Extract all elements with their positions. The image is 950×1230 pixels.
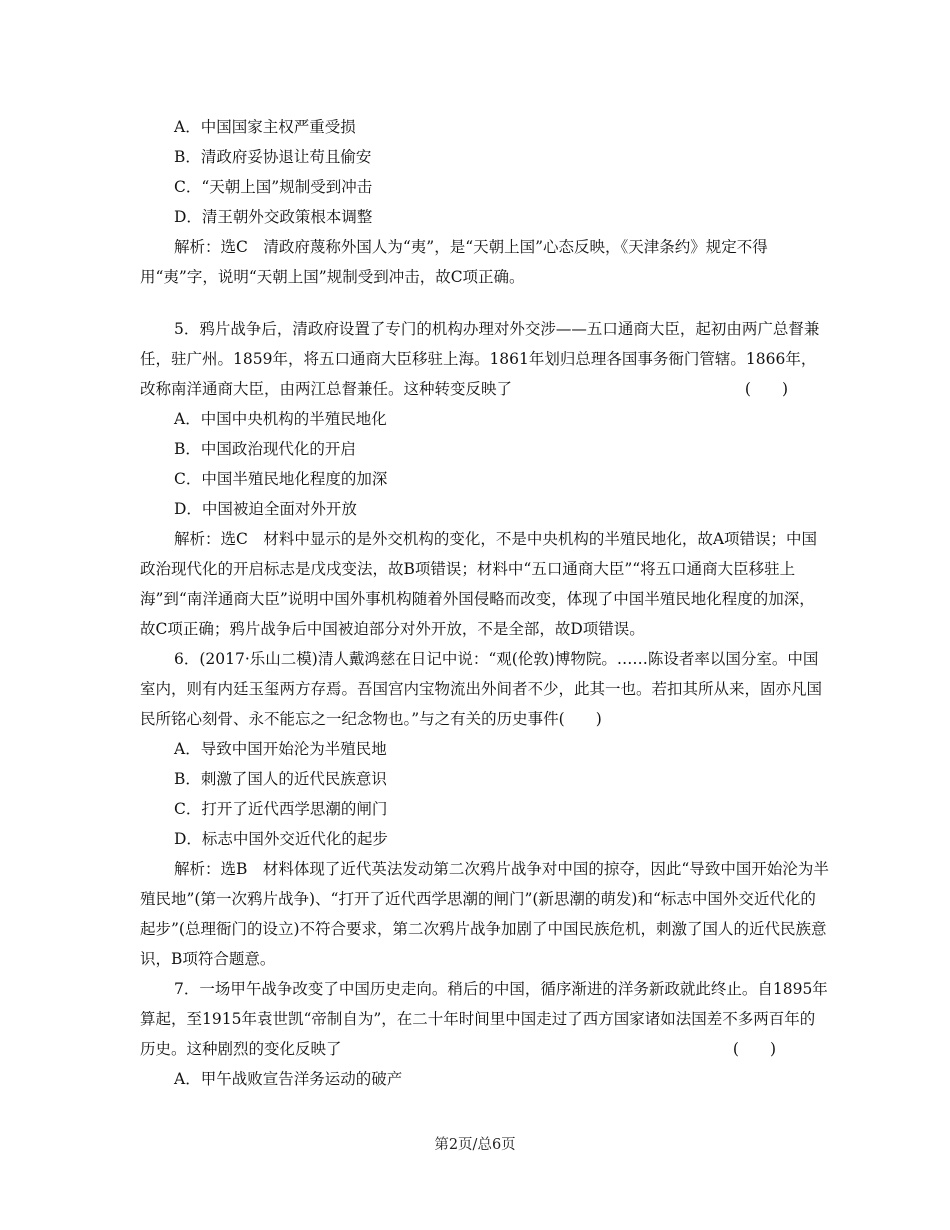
q5-option-d: D．中国被迫全面对外开放 (174, 500, 357, 518)
q5-option-c: C．中国半殖民地化程度的加深 (174, 470, 388, 488)
q4-option-a: A．中国国家主权严重受损 (174, 118, 356, 136)
q4-analysis: 解析：选C 清政府蔑称外国人为“夷”，是“天朝上国”心态反映，《天津条约》规定不得用“夷”字，说明“天朝上国”规制受到冲击，故C项正确。 (140, 238, 768, 286)
q5-option-b: B．中国政治现代化的开启 (174, 440, 356, 458)
q6-analysis: 解析：选B 材料体现了近代英法发动第二次鸦片战争对中国的掠夺，因此“导致中国开始沦为半殖民地”(第一次鸦片战争)、“打开了近代西学思潮的闸门”(新思潮的萌发)和“标志中国外交近代化的起步”(总理衙门的设立)不符合要求，第二次鸦片战争加剧了中国民族危机，刺激了国人的近代民族意识，B项符合题意。 (140, 860, 829, 968)
q6-option-c: C．打开了近代西学思潮的闸门 (174, 800, 388, 818)
q4-option-d: D．清王朝外交政策根本调整 (174, 208, 373, 226)
q6-option-d: D．标志中国外交近代化的起步 (174, 830, 388, 848)
q6-stem: 6．(2017·乐山二模)清人戴鸿慈在日记中说：“观(伦敦)博物院。……陈设者率以国分室。中国室内，则有内廷玉玺两方存焉。吾国宫内宝物流出外间者不少，此其一也。若扣其所从来，固亦凡国民所铭心刻骨、永不能忘之一纪念物也。”与之有关的历史事件( ) (140, 650, 823, 728)
q5-option-a: A．中国中央机构的半殖民地化 (174, 410, 387, 428)
spacer (140, 292, 830, 314)
q4-option-c: C．“天朝上国”规制受到冲击 (174, 178, 373, 196)
q7-option-a: A．甲午战败宣告洋务运动的破产 (174, 1070, 403, 1088)
q5-answer-paren: ( ) (744, 380, 788, 398)
q7-answer-paren: ( ) (732, 1040, 776, 1058)
q5-stem-text: 5．鸦片战争后，清政府设置了专门的机构办理对外交涉——五口通商大臣，起初由两广总督兼任，驻广州。1859年，将五口通商大臣移驻上海。1861年划归总理各国事务衙门管辖。1866年，改称南洋通商大臣，由两江总督兼任。这种转变反映了 (140, 320, 820, 398)
q7-stem (140, 974, 830, 1064)
q6-option-a: A．导致中国开始沦为半殖民地 (174, 740, 387, 758)
q6-option-b: B．刺激了国人的近代民族意识 (174, 770, 387, 788)
page-footer: 第2页/总6页 (434, 1137, 516, 1153)
q5-stem (140, 314, 830, 404)
page-content (140, 112, 830, 1094)
q7-stem-text: 7．一场甲午战争改变了中国历史走向。稍后的中国，循序渐进的洋务新政就此终止。自1895年算起，至1915年袁世凯“帝制自为”，在二十年时间里中国走过了西方国家诸如法国差不多两百年的历史。这种剧烈的变化反映了 (140, 980, 828, 1058)
q4-option-b: B．清政府妥协退让苟且偷安 (174, 148, 372, 166)
q5-analysis: 解析：选C 材料中显示的是外交机构的变化，不是中央机构的半殖民地化，故A项错误；中国政治现代化的开启标志是戊戌变法，故B项错误；材料中“五口通商大臣”“将五口通商大臣移驻上海”到“南洋通商大臣”说明中国外事机构随着外国侵略而改变，体现了中国半殖民地化程度的加深，故C项正确；鸦片战争后中国被迫部分对外开放，不是全部，故D项错误。 (140, 530, 818, 638)
